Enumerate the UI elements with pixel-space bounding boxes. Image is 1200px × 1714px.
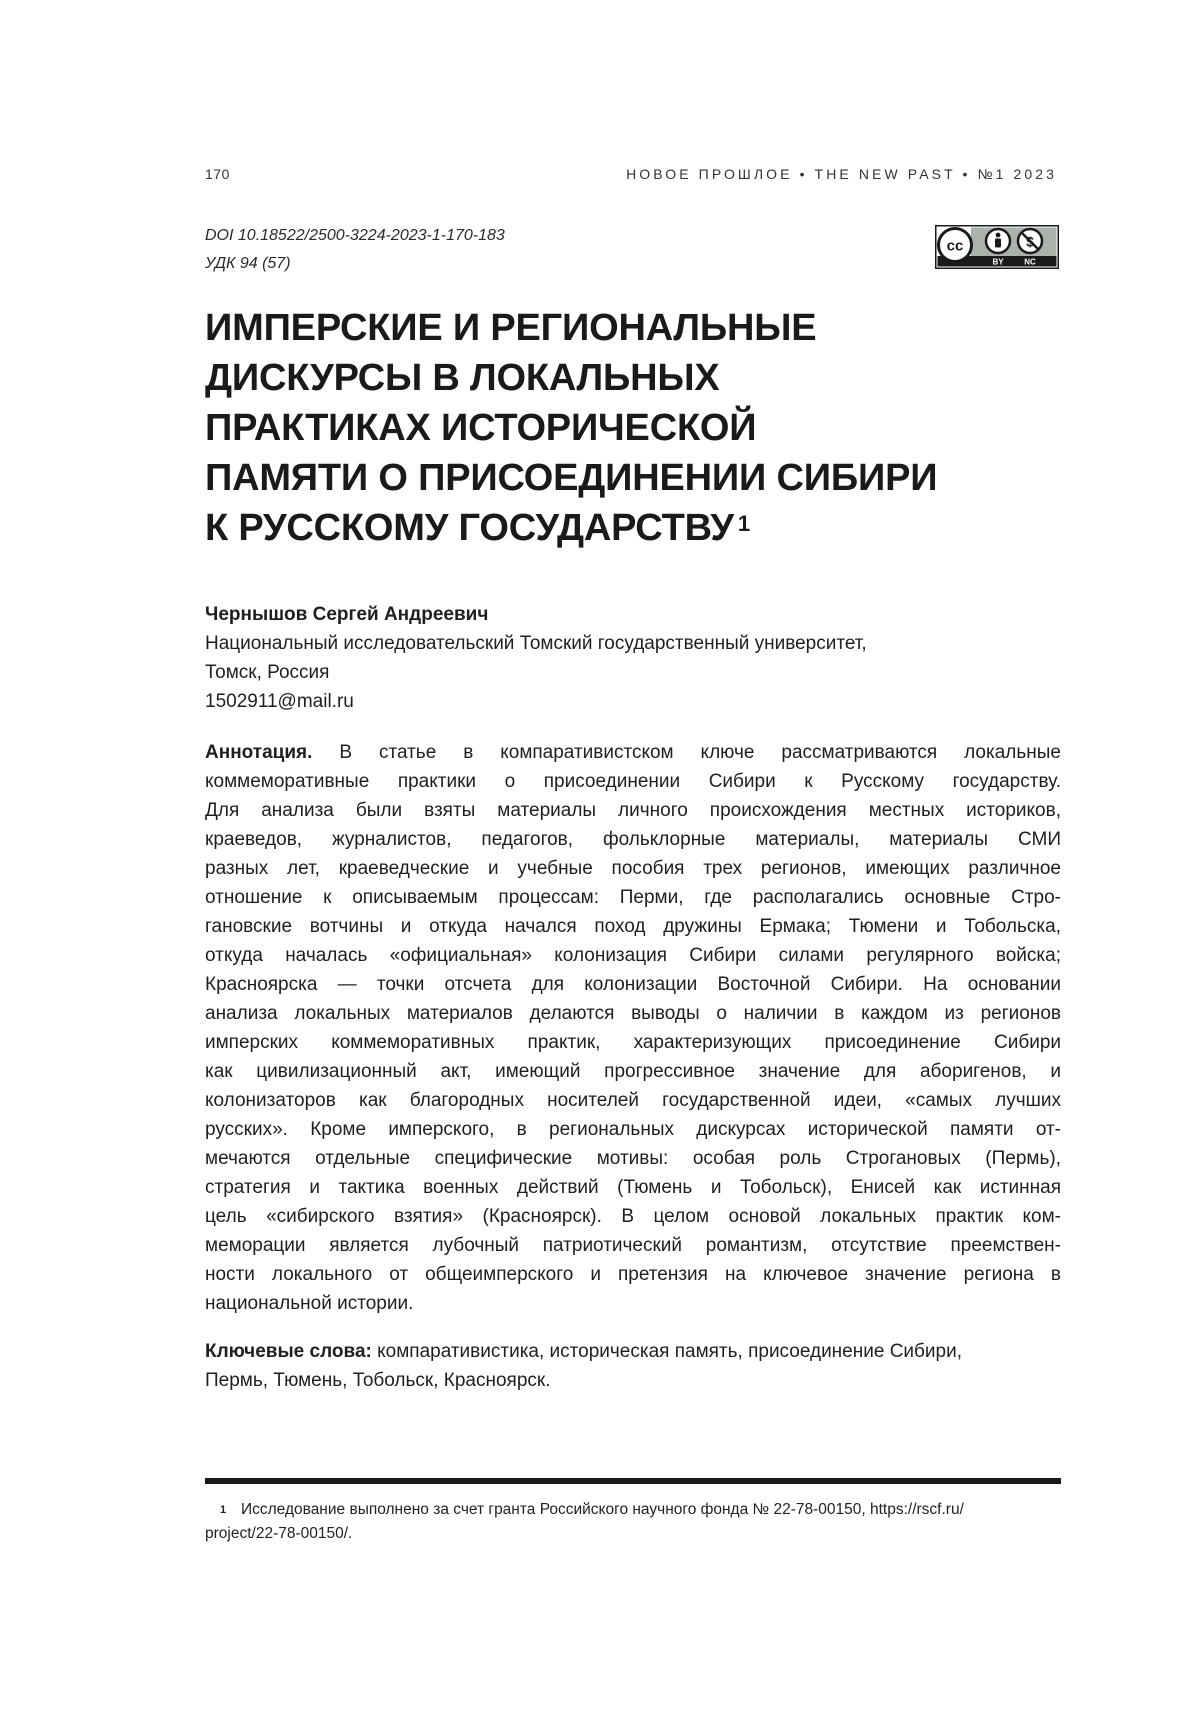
- author-location: Томск, Россия: [205, 658, 1065, 687]
- abstract-line: коммеморативные практики о присоединении Сибири к Русскому государству.: [205, 767, 1061, 796]
- cc-by-nc-icon[interactable]: [935, 225, 1059, 269]
- svg-text:cc: cc: [947, 238, 964, 255]
- title-line: ИМПЕРСКИЕ И РЕГИОНАЛЬНЫЕ: [205, 307, 816, 349]
- abstract-line: мемoрации является лубочный патриотический романтизм, отсутствие преемствен-: [205, 1231, 1061, 1260]
- abstract-line: анализа локальных материалов делаются выводы о наличии в каждом из регионов: [205, 999, 1061, 1028]
- author-block: [205, 600, 1065, 716]
- abstract-line: мечаются отдельные специфические мотивы: особая роль Строгановых (Пермь),: [205, 1144, 1061, 1173]
- author-name: Чернышов Сергей Андреевич: [205, 600, 1065, 629]
- running-head: [205, 166, 1057, 188]
- article-title: [205, 303, 1065, 553]
- abstract-line: цель «сибирского взятия» (Красноярск). В целом основой локальных практик ком-: [205, 1202, 1061, 1231]
- keywords-line: [205, 1337, 1061, 1366]
- doi-block: [205, 222, 505, 278]
- page-number: 170: [205, 166, 230, 182]
- title-footnote-ref[interactable]: 1: [738, 511, 750, 536]
- footnote-line: [205, 1498, 1061, 1522]
- title-line: ПАМЯТИ О ПРИСОЕДИНЕНИИ СИБИРИ: [205, 457, 937, 499]
- abstract-line: отношение к описываемым процессам: Перми, где располагались основные Стро-: [205, 883, 1061, 912]
- cc-nc-label: NC: [1024, 258, 1036, 267]
- abstract-line: как цивилизационный акт, имеющий прогрессивное значение для аборигенов, и: [205, 1057, 1061, 1086]
- article-page: [0, 0, 1200, 1714]
- abstract-line: откуда началась «официальная» колонизация Сибири силами регулярного войска;: [205, 941, 1061, 970]
- abstract-line: имперских коммеморативных практик, характеризующих присоединение Сибири: [205, 1028, 1061, 1057]
- abstract-line: краеведов, журналистов, педагогов, фольклорные материалы, материалы СМИ: [205, 825, 1061, 854]
- abstract-line: Красноярска — точки отсчета для колонизации Восточной Сибири. На основании: [205, 970, 1061, 999]
- author-email[interactable]: 1502911@mail.ru: [205, 687, 1065, 716]
- footnote-marker: 1: [205, 1498, 241, 1522]
- abstract: [205, 738, 1061, 1318]
- cc-by-label: BY: [992, 258, 1004, 267]
- keywords-label: Ключевые слова:: [205, 1341, 372, 1362]
- footnote-text[interactable]: Исследование выполнено за счет гранта Российского научного фонда № 22-78-00150, https://rscf.ru/: [241, 1501, 964, 1518]
- footnote: [205, 1498, 1061, 1546]
- abstract-line: гановские вотчины и откуда начался поход дружины Ермака; Тюмени и Тобольска,: [205, 912, 1061, 941]
- abstract-line: национальной истории.: [205, 1289, 1061, 1318]
- abstract-line: русских». Кроме имперского, в региональных дискурсах исторической памяти от-: [205, 1115, 1061, 1144]
- footnote-divider: [205, 1478, 1061, 1484]
- title-line: ПРАКТИКАХ ИСТОРИЧЕСКОЙ: [205, 407, 756, 449]
- keywords-text: компаративистика, историческая память, присоединение Сибири,: [372, 1341, 962, 1362]
- abstract-line: стратегия и тактика военных действий (Тюмень и Тобольск), Енисей как истинная: [205, 1173, 1061, 1202]
- keywords-line: Пермь, Тюмень, Тобольск, Красноярск.: [205, 1366, 1061, 1395]
- title-line: ДИСКУРСЫ В ЛОКАЛЬНЫХ: [205, 357, 720, 399]
- journal-title: НОВОЕ ПРОШЛОЕ • THE NEW PAST • №1 2023: [626, 166, 1057, 182]
- title-line: К РУССКОМУ ГОСУДАРСТВУ: [205, 507, 734, 549]
- keywords: [205, 1337, 1061, 1395]
- abstract-label: Аннотация.: [205, 742, 312, 763]
- abstract-line: разных лет, краеведческие и учебные пособия трех регионов, имеющих различное: [205, 854, 1061, 883]
- author-affiliation: Национальный исследовательский Томский государственный университет,: [205, 629, 1065, 658]
- abstract-line: ности локального от общеимперского и претензия на ключевое значение региона в: [205, 1260, 1061, 1289]
- abstract-line: колонизаторов как благородных носителей государственной идеи, «самых лучших: [205, 1086, 1061, 1115]
- footnote-line[interactable]: project/22-78-00150/.: [205, 1522, 1061, 1546]
- doi[interactable]: DOI 10.18522/2500-3224-2023-1-170-183: [205, 222, 505, 250]
- abstract-line: Для анализа были взяты материалы личного происхождения местных историков,: [205, 796, 1061, 825]
- abstract-line: Аннотация. В статье в компаративистском ключе рассматриваются локальные: [205, 738, 1061, 767]
- udk: УДК 94 (57): [205, 250, 505, 278]
